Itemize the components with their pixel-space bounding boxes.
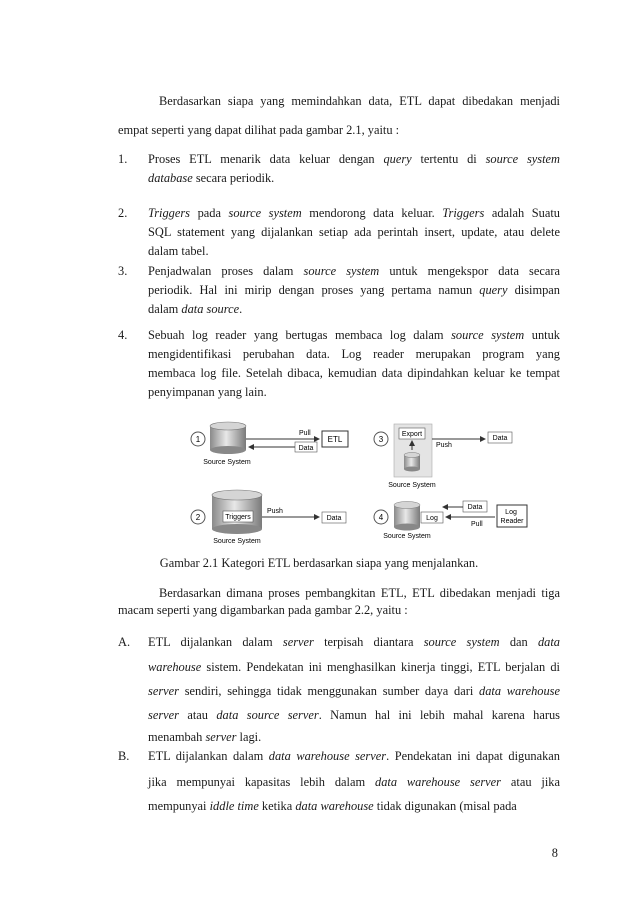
list-item-line: mempunyai iddle time ketika data warehouse tidak digunakan (misal pada — [148, 799, 517, 813]
figure-caption: Gambar 2.1 Kategori ETL berdasarkan siapa yang menjalankan. — [159, 556, 479, 570]
paragraph-line: empat seperti yang dapat dilihat pada gambar 2.1, yaitu : — [118, 123, 400, 137]
log-reader-line1: Log — [505, 509, 517, 516]
source-system-label: Source System — [203, 459, 251, 466]
list-item-line: jika mempunyai kapasitas lebih dalam data warehouse server atau jika — [148, 775, 560, 789]
list-item-line: membaca log file. Setelah dibaca, kemudian data dipindahkan keluar ke tempat — [148, 366, 560, 380]
list-marker: 3. — [118, 264, 128, 278]
source-system-label: Source System — [383, 533, 431, 540]
panel-number: 1 — [195, 435, 201, 444]
source-system-label: Source System — [213, 538, 261, 545]
list-marker: B. — [118, 749, 130, 763]
list-item-line: ETL dijalankan dalam data warehouse server. Pendekatan ini dapat digunakan — [148, 749, 560, 763]
etl-categories-figure — [185, 420, 530, 545]
paragraph-line: macam seperti yang digambarkan pada gambar 2.2, yaitu : — [118, 603, 408, 617]
push-label: Push — [267, 508, 283, 515]
panel-2-triggers — [191, 490, 346, 545]
list-item-line: Penjadwalan proses dalam source system untuk mengekspor data secara — [148, 264, 560, 278]
panel-1-pull — [191, 422, 348, 466]
list-marker: 2. — [118, 206, 128, 220]
export-box: Export — [401, 431, 423, 438]
list-item-line: mengidentifikasi perubahan data. Log reader merupakan program yang — [148, 347, 560, 361]
list-item-line: dalam tabel. — [148, 244, 209, 258]
list-item-line: ETL dijalankan dalam server terpisah diantara source system dan data — [148, 635, 560, 649]
list-item-line: database secara periodik. — [148, 171, 275, 185]
list-marker: 4. — [118, 328, 128, 342]
pull-label: Pull — [471, 521, 483, 528]
list-item-line: server atau data source server. Namun hal ini lebih mahal karena harus — [148, 708, 560, 722]
triggers-box: Triggers — [225, 514, 251, 521]
panel-number: 3 — [378, 435, 384, 444]
data-label: Data — [298, 445, 314, 452]
list-item-line: warehouse sistem. Pendekatan ini menghasilkan kinerja tinggi, ETL berjalan di — [148, 660, 560, 674]
list-item-line: SQL statement yang dijalankan setiap ada perintah insert, update, atau delete — [148, 225, 560, 239]
pull-label: Pull — [299, 430, 311, 437]
list-item-line: menambah server lagi. — [148, 730, 262, 744]
panel-4-log-reader — [374, 501, 527, 540]
list-item-line: dalam data source. — [148, 302, 243, 316]
list-item-line: Triggers pada source system mendorong data keluar. Triggers adalah Suatu — [148, 206, 560, 220]
paragraph-line: Berdasarkan dimana proses pembangkitan ETL, ETL dibedakan menjadi tiga — [159, 586, 560, 600]
panel-number: 4 — [378, 513, 384, 522]
data-label: Data — [492, 435, 508, 442]
source-system-label: Source System — [388, 482, 436, 489]
panel-3-export — [374, 424, 512, 489]
list-item-line: penyimpanan yang lain. — [148, 385, 267, 399]
page-number: 8 — [551, 846, 558, 860]
paragraph-line: Berdasarkan siapa yang memindahkan data, ETL dapat dibedakan menjadi — [159, 94, 560, 108]
list-item-line: Sebuah log reader yang bertugas membaca log dalam source system untuk — [148, 328, 560, 342]
list-marker: A. — [118, 635, 131, 649]
push-label: Push — [436, 442, 452, 449]
etl-box: ETL — [327, 435, 343, 444]
log-box: Log — [426, 515, 438, 522]
list-item-line: server sendiri, sehingga tidak menggunakan sumber daya dari data warehouse — [148, 684, 560, 698]
list-marker: 1. — [118, 152, 128, 166]
data-label: Data — [467, 504, 483, 511]
log-reader-line2: Reader — [500, 518, 524, 525]
list-item-line: periodik. Hal ini mirip dengan proses yang pertama namun query disimpan — [148, 283, 560, 297]
list-item-line: Proses ETL menarik data keluar dengan query tertentu di source system — [148, 152, 560, 166]
panel-number: 2 — [195, 513, 201, 522]
data-label: Data — [326, 515, 342, 522]
